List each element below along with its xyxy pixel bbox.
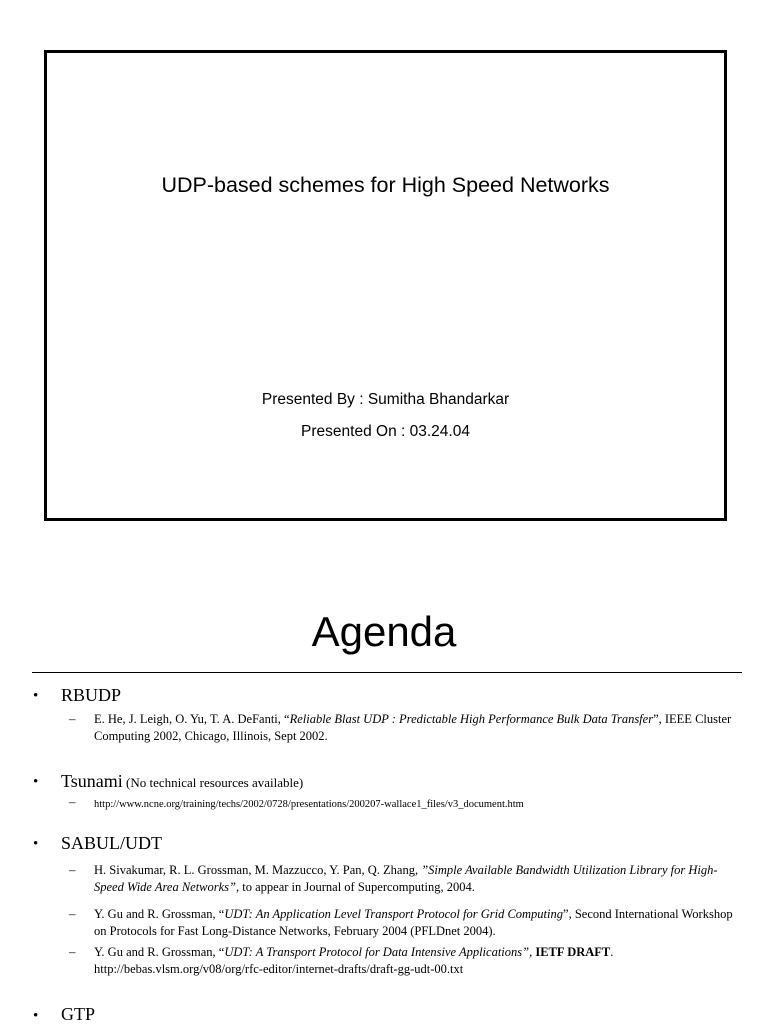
presentation-title: UDP-based schemes for High Speed Networks [161, 173, 610, 197]
presentation-date: Presented On : 03.24.04 [301, 423, 470, 440]
title-divider [32, 672, 742, 673]
dash-icon: – [69, 906, 76, 921]
dash-icon: – [69, 794, 76, 809]
reference-tsunami-url: http://www.ncne.org/training/techs/2002/0728/presentations/200207-wallace1_files/v3_document.htm [94, 799, 524, 810]
dash-icon: – [69, 711, 76, 726]
bullet-icon: • [33, 774, 39, 790]
presenter: Presented By : Sumitha Bhandarkar [261, 391, 510, 408]
dash-icon: – [69, 862, 76, 877]
bullet-icon: • [33, 836, 39, 852]
bullet-icon: • [33, 688, 39, 704]
bullet-rbudp: RBUDP [61, 685, 122, 705]
bullet-sabul-udt: SABUL/UDT [61, 833, 163, 853]
reference-sabul-1: H. Sivakumar, R. L. Grossman, M. Mazzucco, Y. Pan, Q. Zhang, ”Simple Available Bandwidth Utilization Library for High-Speed Wide Area Networks”, to appear in Journal of Supercomputing, 2004. [94, 863, 718, 894]
bullet-icon: • [33, 1008, 39, 1024]
reference-sabul-3: Y. Gu and R. Grossman, “UDT: A Transport Protocol for Data Intensive Applications”, IETF DRAFT. http://bebas.vlsm.org/v08/org/rfc-editor/internet-drafts/draft-gg-udt-00.txt [94, 945, 614, 976]
dash-icon: – [69, 944, 76, 959]
bullet-tsunami: Tsunami (No technical resources available) [61, 771, 304, 791]
title-slide [44, 50, 727, 521]
agenda-title: Agenda [311, 608, 457, 655]
reference-sabul-2: Y. Gu and R. Grossman, “UDT: An Application Level Transport Protocol for Grid Computing”, Second International Workshop on Protocols for Fast Long-Distance Networks, February 2004 (PFLDnet 2004). [94, 907, 733, 938]
reference-rbudp: E. He, J. Leigh, O. Yu, T. A. DeFanti, “Reliable Blast UDP : Predictable High Performance Bulk Data Transfer”, IEEE Cluster Computing 2002, Chicago, Illinois, Sept 2002. [94, 712, 732, 743]
bullet-gtp: GTP [61, 1004, 96, 1024]
